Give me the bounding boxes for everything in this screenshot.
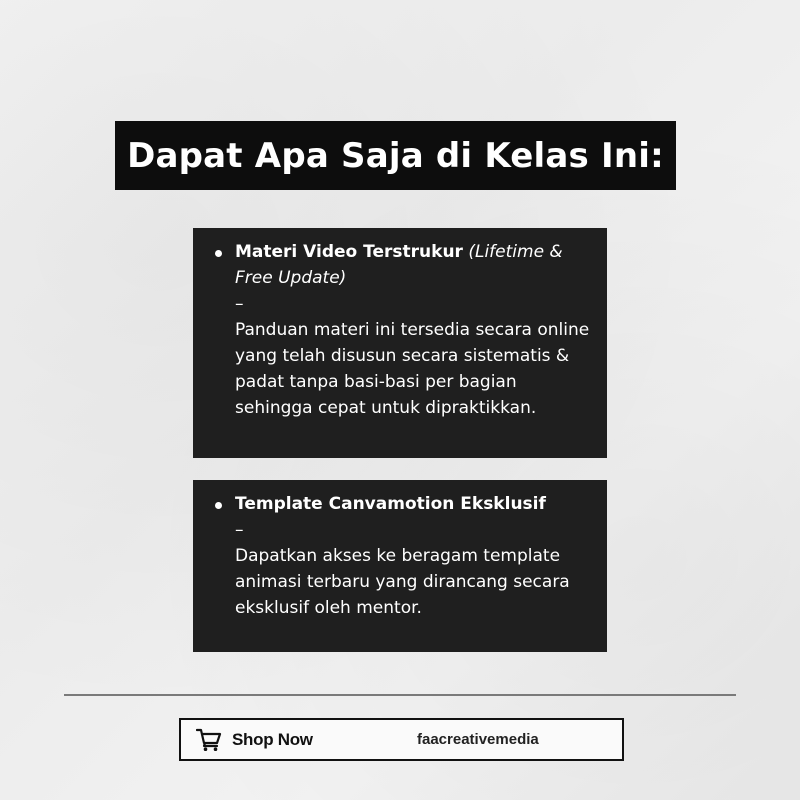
page-title [115, 121, 676, 190]
page-title-text: Dapat Apa Saja di Kelas Ini: [127, 135, 664, 176]
section-divider [64, 694, 736, 696]
bullet-dot [215, 502, 222, 509]
benefit-heading [235, 491, 591, 517]
benefit-description: Panduan materi ini tersedia secara online yang telah disusun secara sistematis & padat tanpa basi-basi per bagian sehingga cepat untuk dipraktikkan. [235, 320, 590, 418]
shop-now-banner[interactable] [179, 718, 624, 761]
benefit-heading-text: Template Canvamotion Eksklusif [235, 494, 546, 514]
benefit-heading [235, 239, 591, 291]
benefit-description: Dapatkan akses ke beragam template animasi terbaru yang dirancang secara eksklusif oleh mentor. [235, 546, 570, 618]
benefit-card-video [193, 228, 607, 458]
benefit-heading-text: Materi Video Terstrukur [235, 242, 463, 262]
benefit-separator: – [235, 520, 244, 540]
brand-name: faacreativemedia [417, 731, 539, 748]
bullet-dot [215, 250, 222, 257]
benefit-separator: – [235, 294, 244, 314]
shopping-cart-icon [196, 728, 222, 752]
benefit-card-template [193, 480, 607, 652]
benefit-heading-note: (Lifetime & Free Update) [235, 242, 563, 288]
shop-now-link[interactable]: Shop Now [232, 730, 313, 749]
